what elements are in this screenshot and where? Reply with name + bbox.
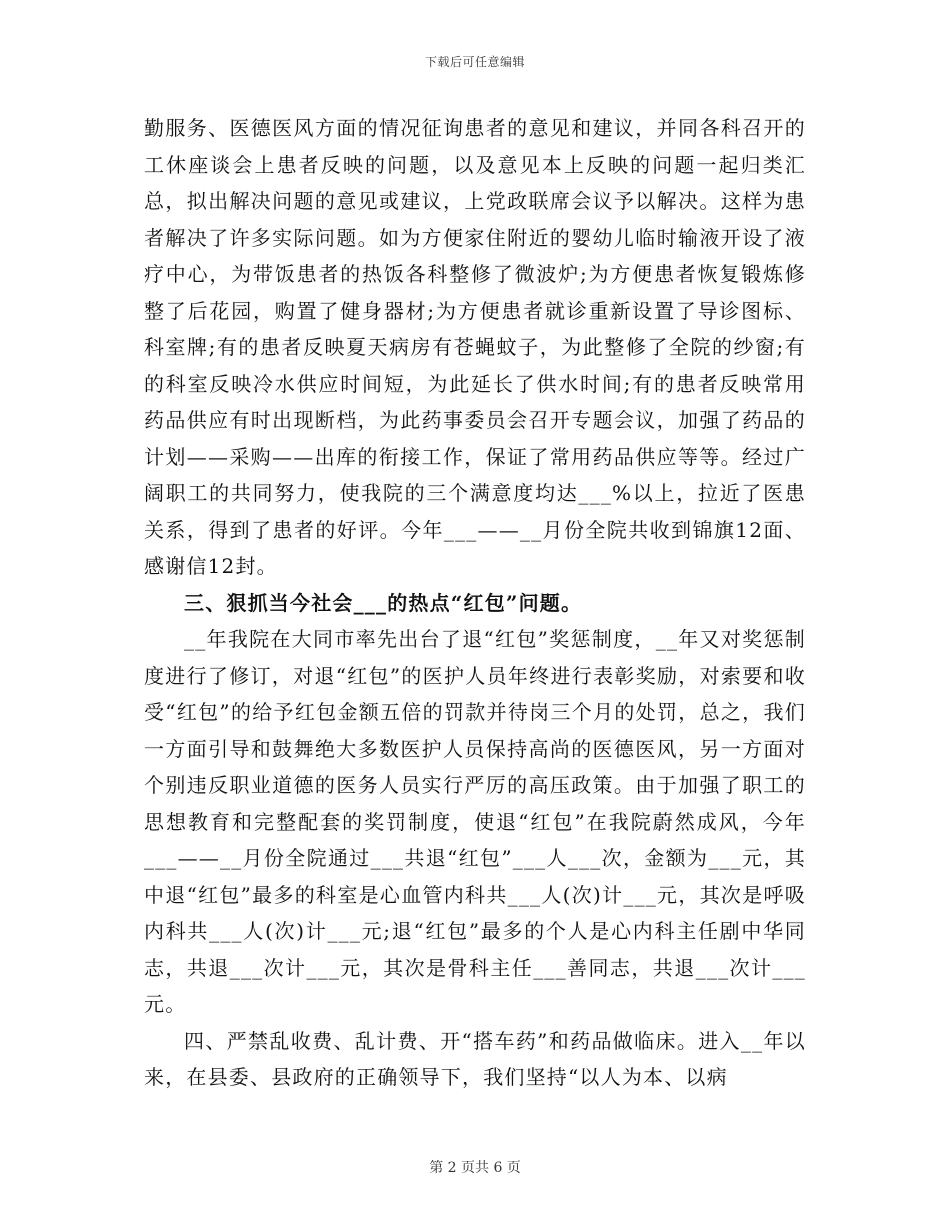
page-footer: 第 2 页共 6 页 <box>429 1160 521 1176</box>
paragraph-1: 勤服务、医德医风方面的情况征询患者的意见和建议，并同各科召开的工休座谈会上患者反映的问题，以及意见本上反映的问题一起归类汇总，拟出解决问题的意见或建议，上党政联席会议予以解决。这样为患者解决了许多实际问题。如为方便家住附近的婴幼儿临时输液开设了液疗中心，为带饭患者的热饭各科整修了微波炉;为方便患者恢复锻炼修整了后花园，购置了健身器材;为方便患者就诊重新设置了导诊图标、科室牌;有的患者反映夏天病房有苍蝇蚊子，为此整修了全院的纱窗;有的科室反映冷水供应时间短，为此延长了供水时间;有的患者反映常用药品供应有时出现断档，为此药事委员会召开专题会议，加强了药品的计划——采购——出库的衔接工作，保证了常用药品供应等等。经过广阔职工的共同努力，使我院的三个满意度均达___%以上，拉近了医患关系，得到了患者的好评。今年___——__月份全院共收到锦旗12面、感谢信12封。 <box>144 116 806 578</box>
document-body <box>144 110 806 1096</box>
section-heading-3: 三、狠抓当今社会___的热点“红包”问题。 <box>184 590 583 615</box>
paragraph-3: 四、严禁乱收费、乱计费、开“搭车药”和药品做临床。进入__年以来，在县委、县政府的正确领导下，我们坚持“以人为本、以病 <box>144 1028 806 1089</box>
page-header: 下载后可任意编辑 <box>424 55 525 69</box>
paragraph-2: __年我院在大同市率先出台了退“红包”奖惩制度，__年又对奖惩制度进行了修订，对退“红包”的医护人员年终进行表彰奖励，对索要和收受“红包”的给予红包金额五倍的罚款并待岗三个月的处罚，总之，我们一方面引导和鼓舞绝大多数医护人员保持高尚的医德医风，另一方面对个别违反职业道德的医务人员实行严厉的高压政策。由于加强了职工的思想教育和完整配套的奖罚制度，使退“红包”在我院蔚然成风，今年___——__月份全院通过___共退“红包”___人___次，金额为___元，其中退“红包”最多的科室是心血管内科共___人(次)计___元，其次是呼吸内科共___人(次)计___元;退“红包”最多的个人是心内科主任剧中华同志，共退___次计___元，其次是骨科主任___善同志，共退___次计___元。 <box>144 627 806 1016</box>
